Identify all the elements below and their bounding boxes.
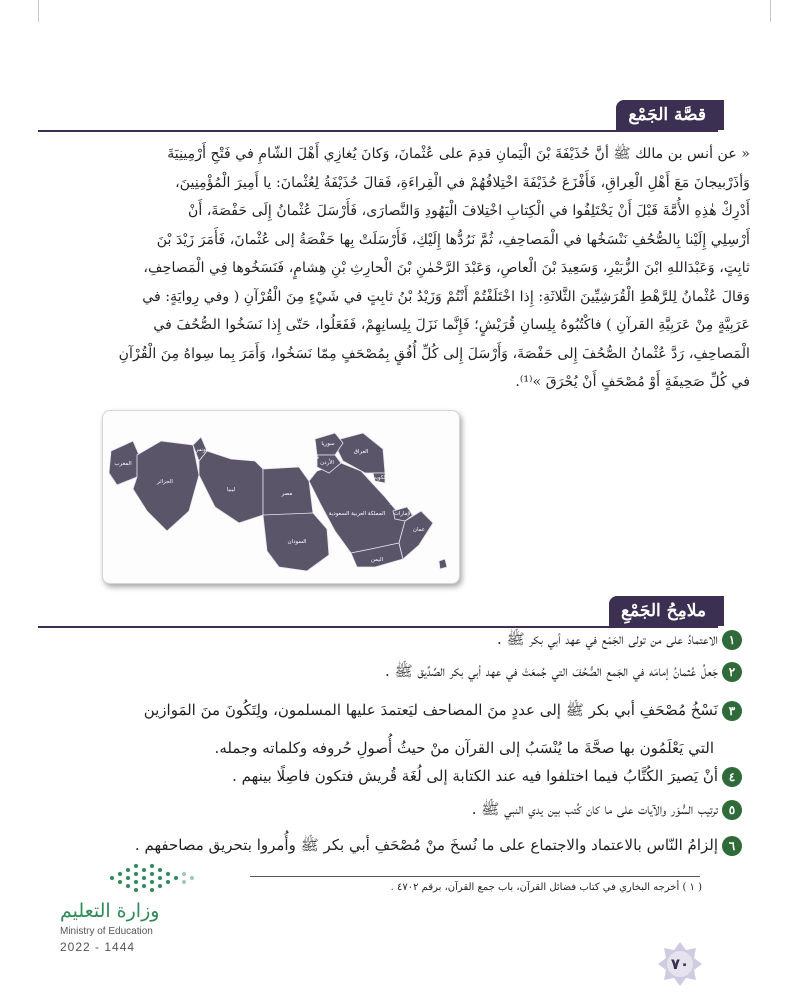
arab-world-map bbox=[102, 410, 460, 584]
feature-number-badge: ٢ bbox=[722, 662, 742, 682]
map-label: عمان bbox=[412, 527, 426, 533]
feature-text: جَعلُ عُثمانُ إمامَه في الجَمع الصُّحُفَ التي جُمعَتْ في عهد أبي بكر الصِّدِّيق ﷺ . bbox=[384, 662, 718, 680]
story-line: أَرْسِلِي إِلَيْنا بِالصُّحُفِ نَنْسَخُها في الْمَصاحِفِ، ثُمَّ نَرُدُّها إِلَيْكِ، فَأَرْسَلَتْ بِها حَفْصَةُ إلى عُثْمانَ، فَأَمَرَ زَيْدَ بْنَ bbox=[156, 231, 750, 248]
feature-text: نَسْخُ مُصْحَفِ أبي بكر ﷺ إلى عددٍ منَ المصاحف ليَعتمدَ عليها المسلمون، ولِتَكُونَ منَ المَوازين bbox=[143, 701, 718, 719]
map-label: سوريا bbox=[321, 441, 335, 447]
section-title-features bbox=[609, 596, 718, 626]
map-region-comoros bbox=[439, 559, 447, 569]
story-line: في كُلِّ صَحِيفَةٍ أَوْ مُصْحَفٍ أَنْ يُحْرَقَ »⁽¹⁾. bbox=[515, 374, 750, 390]
feature-item-1 bbox=[40, 626, 742, 652]
map-label: الجزائر bbox=[157, 479, 173, 485]
story-line: « عن أنس بن مالك ﷺ أنَّ حُذَيْفَةَ بْنَ الْيَمانِ قدِمَ على عُثْمانَ، وَكانَ يُغازِي أَهْلَ الشّامِ في فَتْحِ أَرْمِينِيَةَ bbox=[167, 146, 750, 162]
story-paragraph bbox=[58, 140, 750, 397]
feature-number-badge: ٤ bbox=[722, 767, 742, 787]
section-rule-story bbox=[38, 130, 718, 132]
footnote-divider bbox=[250, 876, 700, 877]
feature-number-badge: ٥ bbox=[722, 800, 742, 820]
feature-text: الاعتمادُ على من تولى الجَمْع في عهد أبي بكر ﷺ . bbox=[496, 630, 718, 648]
footnote: ( ١ ) أخرجه البخاري في كتاب فضائل القرآن، باب جمع القرآن، برقم ٤٧٠٢ . bbox=[390, 882, 702, 893]
map-label: الكويت bbox=[370, 475, 388, 481]
map-label: المملكة العربية السعودية bbox=[328, 511, 386, 517]
map-label: الإمارات bbox=[393, 511, 413, 517]
feature-text: أنْ يَصيرَ الكُتَّابُ فيما اختلفوا فيه عند الكتابة إلى لُغَة قُريش فتكون فاصِلًا بينهم . bbox=[232, 767, 718, 785]
feature-item-3-continued bbox=[40, 735, 742, 761]
feature-number-badge: ٣ bbox=[722, 701, 742, 721]
map-label: المغرب bbox=[114, 461, 132, 467]
feature-number-badge: ١ bbox=[722, 630, 742, 650]
map-label: لبنان bbox=[305, 443, 317, 449]
map-label: العراق bbox=[353, 449, 369, 455]
section-title-story bbox=[616, 100, 718, 130]
section-title-features-text: ملامِحُ الجَمْعِ bbox=[621, 601, 706, 621]
feature-item-4 bbox=[40, 763, 742, 789]
feature-item-2 bbox=[40, 658, 742, 684]
map-label: اليمن bbox=[370, 557, 384, 563]
map-label: تونس bbox=[194, 447, 208, 453]
page-number-badge bbox=[656, 940, 704, 988]
map-label: الأردن bbox=[320, 460, 334, 466]
map-label: قطر bbox=[389, 499, 401, 505]
feature-item-3 bbox=[40, 697, 742, 723]
binding-mark-right bbox=[770, 0, 771, 22]
map-label: السودان bbox=[287, 539, 307, 545]
story-line: عَرَبِيَّةٍ مِنْ عَرَبِيَّةِ القرآنِ ) فاكْتُبُوهُ بِلِسانِ قُرَيْشٍ؛ فَإِنَّما نَزَلَ بِلِسانِهِمْ، فَفَعَلُوا، حَتّى إِذا نَسَخُوا الصُّحُفَ في bbox=[153, 317, 750, 333]
binding-mark-left bbox=[38, 0, 39, 22]
map-label: مصر bbox=[281, 491, 293, 497]
map-label: فلسطين bbox=[299, 455, 319, 461]
map-label: ليبيا bbox=[226, 487, 236, 493]
feature-item-5 bbox=[40, 796, 742, 822]
map-label: البحرين bbox=[384, 489, 402, 495]
feature-text: ترتيب السُّوَر والآيات على ما كان كُتب بين يدي النبي ﷺ . bbox=[471, 800, 718, 818]
story-line: الْمَصاحِفِ، رَدَّ عُثْمانُ الصُّحُفَ إِلى حَفْصَةَ، وَأَرْسَلَ إِلى كُلِّ أُفُقٍ بِمُصْحَفٍ مِمّا نَسَخُوا، وَأَمَرَ بِما سِواهُ مِنَ الْقُرْآنِ bbox=[118, 345, 750, 362]
feature-text: إلزامُ النّاس بالاعتماد والاجتماع على ما نُسخَ منْ مُصْحَفِ أبي بكر ﷺ وأُمروا بتحريق مصاحفهم . bbox=[134, 836, 718, 854]
ministry-logo-icon bbox=[60, 860, 230, 896]
ministry-name-en: Ministry of Education bbox=[60, 926, 153, 937]
story-line: وَأذَرْبيجانَ مَعَ أَهْلِ الْعِراقِ، فَأَفْزَعَ حُذَيْفَةَ اخْتِلافُهُمْ في الْقِراءَةِ، فَقالَ حُذَيْفَةُ لِعُثْمانَ: يا أَمِيرَ الْمُؤْمِنِينَ، bbox=[175, 174, 750, 191]
section-title-story-text: قصَّة الجَمْع bbox=[628, 105, 706, 125]
ministry-year: 2022 - 1444 bbox=[60, 940, 136, 954]
story-line: وَقالَ عُثْمانُ لِلرَّهْطِ الْقُرَشِيِّينَ الثَّلاثَةِ: إِذا اخْتَلَفْتُمْ أَنْتُمْ وَزَيْدُ بْنُ ثابِتٍ في شَيْءٍ مِنَ الْقُرْآنِ ( وفي رِوايَةٍ: في bbox=[142, 288, 750, 305]
ministry-name-ar: وزارة التعليم bbox=[60, 900, 160, 922]
feature-item-6 bbox=[40, 832, 742, 858]
feature-number-badge: ٦ bbox=[722, 836, 742, 856]
feature-text: التي يَعْلَمُون بها صحَّةَ ما يُنْسَبُ إلى القرآن منْ حيثُ أُصولِ حُروفه وكلماته وجمله. bbox=[214, 739, 714, 757]
map-drawing bbox=[103, 411, 459, 583]
story-line: ثابِتٍ، وَعَبْدَاللهِ ابْنَ الزُّبَيْرِ، وَسَعِيدَ بْنَ الْعاصِ، وَعَبْدَ الرَّحْمٰنِ بْنَ الْحارِثِ بْنِ هِشامٍ، فَنَسَخُوها فِي الْمَصاحِفِ، bbox=[143, 260, 750, 276]
story-line: أَدْرِكْ هٰذِهِ الأُمَّةَ قَبْلَ أَنْ يَخْتَلِفُوا في الْكِتابِ اخْتِلافَ الْيَهُودِ وَالنَّصارَى، فَأَرْسَلَ عُثْمانُ إِلَى حَفْصَةَ، أَنْ bbox=[187, 203, 750, 219]
page-number: ٧٠ bbox=[670, 955, 690, 973]
map-region-algeria bbox=[133, 441, 199, 531]
